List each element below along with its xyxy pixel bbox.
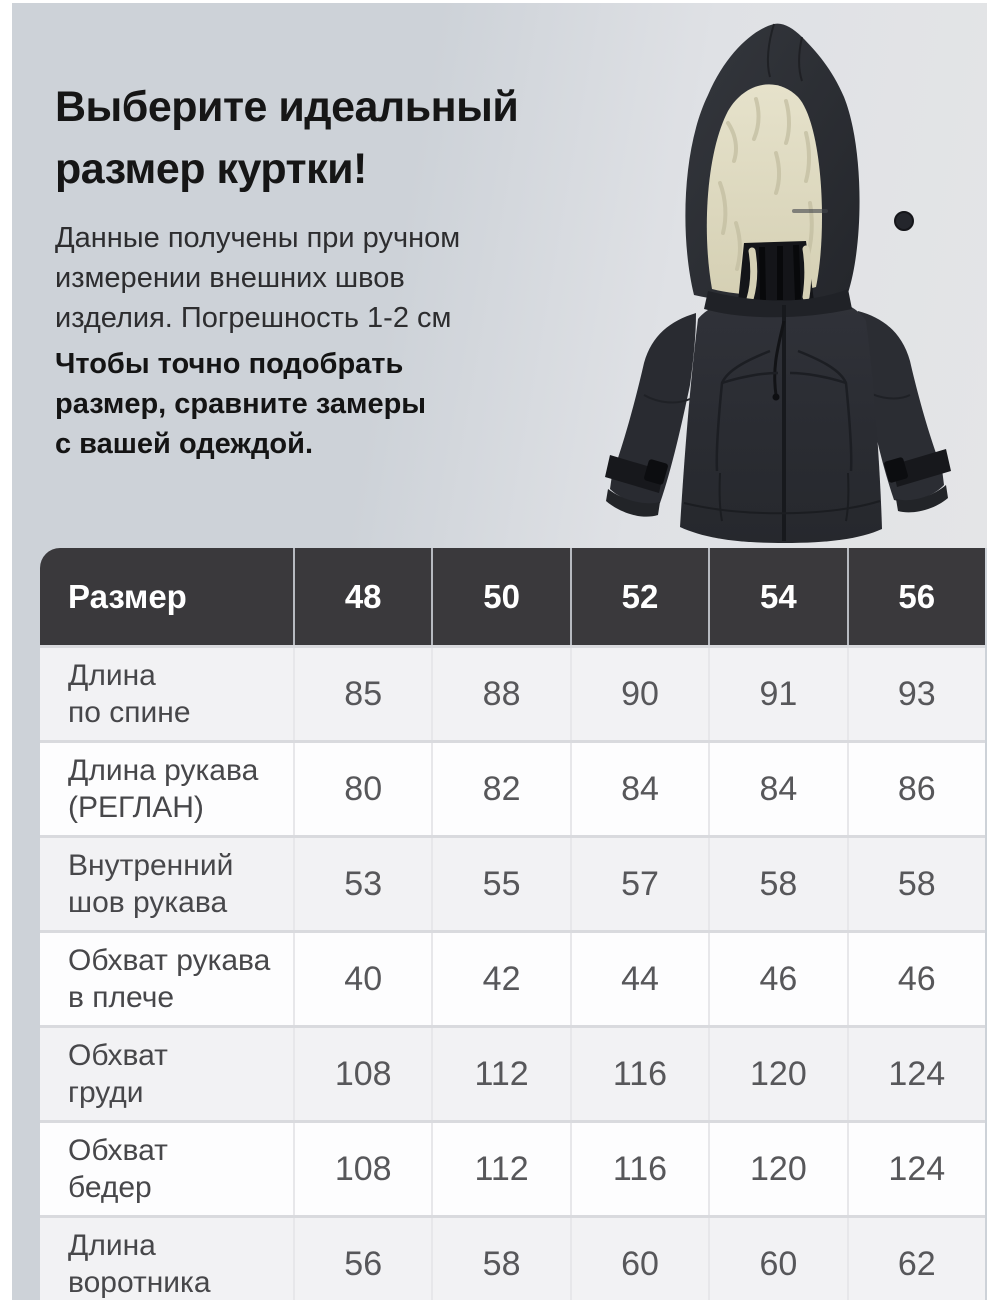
measurement-label: [40, 933, 293, 1025]
title-line-1: Выберите идеальный: [55, 83, 519, 131]
size-value: 44: [570, 933, 708, 1025]
size-value: 116: [570, 1123, 708, 1215]
measurement-label: [40, 743, 293, 835]
table-row: [40, 1120, 985, 1215]
measurement-label-line-1: Внутренний: [68, 849, 234, 882]
size-value: 56: [293, 1218, 431, 1300]
note-line: с вашей одеждой.: [55, 428, 313, 460]
size-header-label: Размер: [68, 577, 187, 615]
size-value: 90: [570, 648, 708, 740]
size-value: 60: [570, 1218, 708, 1300]
size-value: 40: [293, 933, 431, 1025]
measurement-label: [40, 1028, 293, 1120]
measurement-label: [40, 1123, 293, 1215]
size-value: 108: [293, 1028, 431, 1120]
size-value: 82: [431, 743, 569, 835]
size-value: 88: [431, 648, 569, 740]
measurement-label: [40, 648, 293, 740]
measurement-label-line-1: Длина: [68, 1229, 156, 1262]
size-value: 80: [293, 743, 431, 835]
measurement-label: [40, 838, 293, 930]
table-body: [40, 645, 985, 1300]
brand-mark: [792, 209, 828, 213]
measurement-label-line-1: Обхват рукава: [68, 944, 271, 977]
size-value: 46: [847, 933, 985, 1025]
size-value: 124: [847, 1028, 985, 1120]
size-column-header: 56: [847, 548, 985, 645]
subtitle-line: изделия. Погрешность 1-2 см: [55, 302, 452, 334]
subtitle-line: Данные получены при ручном: [55, 222, 461, 254]
size-value: 55: [431, 838, 569, 930]
size-value: 57: [570, 838, 708, 930]
size-value: 112: [431, 1123, 569, 1215]
shoulder-badge: [895, 212, 913, 230]
size-column-header: 54: [708, 548, 846, 645]
measurement-label-line-1: Длина: [68, 659, 156, 692]
size-value: 58: [431, 1218, 569, 1300]
size-value: 60: [708, 1218, 846, 1300]
size-value: 46: [708, 933, 846, 1025]
measurement-label-line-2: бедер: [68, 1171, 152, 1204]
jacket-photo: [560, 3, 990, 548]
size-value: 116: [570, 1028, 708, 1120]
size-value: 58: [847, 838, 985, 930]
size-value: 112: [431, 1028, 569, 1120]
size-value: 108: [293, 1123, 431, 1215]
size-column-header: 52: [570, 548, 708, 645]
measurement-label-line-2: воротника: [68, 1266, 211, 1299]
note-line: размер, сравните замеры: [55, 388, 427, 420]
size-column-header: 48: [293, 548, 431, 645]
size-value: 85: [293, 648, 431, 740]
size-value: 120: [708, 1028, 846, 1120]
size-value: 62: [847, 1218, 985, 1300]
measurement-label: [40, 1218, 293, 1300]
size-value: 93: [847, 648, 985, 740]
measurement-label-line-2: (РЕГЛАН): [68, 791, 204, 824]
size-value: 120: [708, 1123, 846, 1215]
measurement-label-line-2: по спине: [68, 696, 191, 729]
comparison-advice: [55, 344, 575, 464]
measurement-label-line-1: Обхват: [68, 1134, 168, 1167]
table-row: [40, 645, 985, 740]
title-line-2: размер куртки!: [55, 145, 367, 193]
size-value: 86: [847, 743, 985, 835]
table-row: [40, 740, 985, 835]
measurement-label-line-2: шов рукава: [68, 886, 228, 919]
measurement-label-line-1: Обхват: [68, 1039, 168, 1072]
measurement-label-line-2: в плече: [68, 981, 175, 1014]
size-column-header: 50: [431, 548, 569, 645]
table-row: [40, 1215, 985, 1300]
size-value: 124: [847, 1123, 985, 1215]
table-row: [40, 930, 985, 1025]
subtitle-line: измерении внешних швов: [55, 262, 405, 294]
measurement-label-line-2: груди: [68, 1076, 144, 1109]
size-value: 84: [708, 743, 846, 835]
size-table: [40, 548, 985, 1300]
note-line: Чтобы точно подобрать: [55, 348, 404, 380]
measurement-label-line-1: Длина рукава: [68, 754, 259, 787]
size-value: 58: [708, 838, 846, 930]
measurement-note: [55, 218, 575, 338]
table-row: [40, 1025, 985, 1120]
table-header-row: [40, 548, 985, 645]
size-value: 84: [570, 743, 708, 835]
size-value: 91: [708, 648, 846, 740]
size-value: 53: [293, 838, 431, 930]
page-title: [55, 76, 575, 200]
hero-section: [12, 3, 987, 548]
size-value: 42: [431, 933, 569, 1025]
table-row: [40, 835, 985, 930]
